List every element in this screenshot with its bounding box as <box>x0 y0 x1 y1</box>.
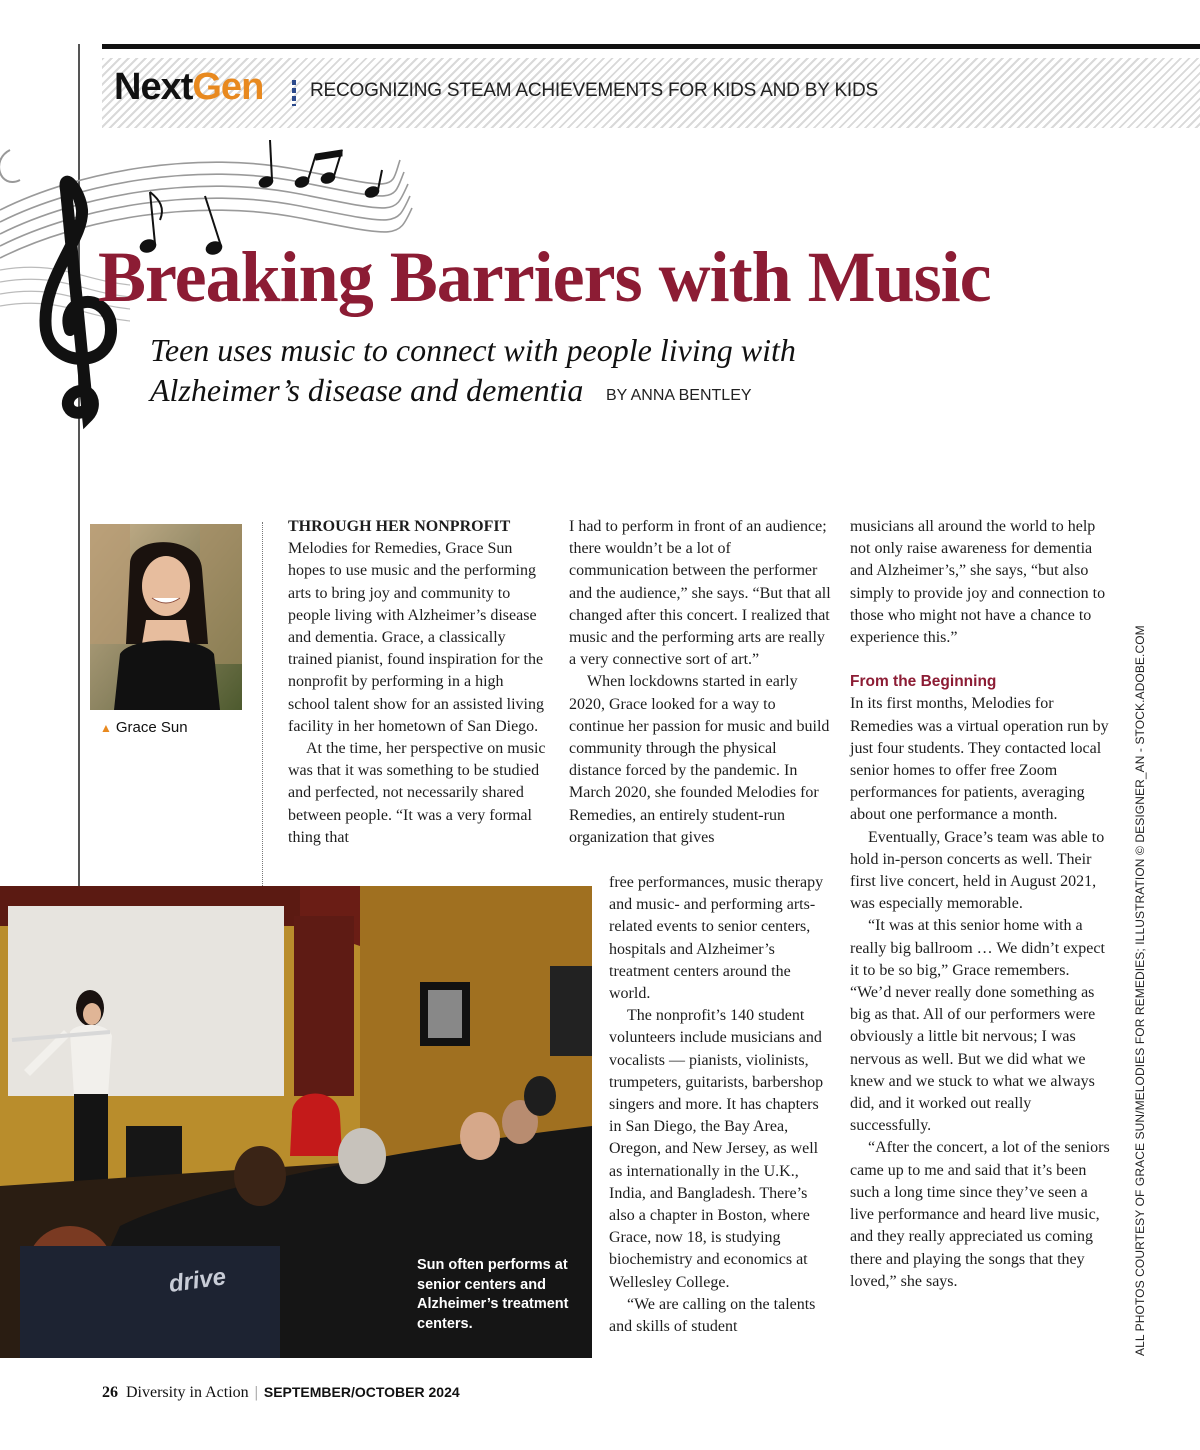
body-column-2-top <box>569 516 831 849</box>
paragraph: At the time, her perspective on music was that it was something to be studied and perfected, not necessarily shared between people. “It was a very formal thing that <box>288 740 546 846</box>
paragraph: “It was at this senior home with a really big ballroom … We didn’t expect it to be so big,” Grace remembers. “We’d never really done something as big as that. All of our performers were obviously a little bit nervous; I was nervous as well. But we did what we knew and we stuck to what we always did, and it worked out really successfully. <box>850 917 1105 1135</box>
paragraph: “After the concert, a lot of the seniors came up to me and said that it’s been such a long time since they’ve seen a live performance and heard live music, and they really appreciated us coming there and playing the songs that they loved,” she says. <box>850 1139 1110 1290</box>
portrait-caption <box>100 719 188 736</box>
paragraph: musicians all around the world to help not only raise awareness for dementia and Alzheimer’s,” she says, “but also simply to provide joy and connection to those who might not have a chance to experience this.” <box>850 518 1106 647</box>
body-column-1 <box>288 516 546 849</box>
paragraph: free performances, music therapy and music- and performing arts-related events to senior centers, hospitals and Alzheimer’s treatment centers around the world. <box>609 874 824 1003</box>
photo-credit: ALL PHOTOS COURTESY OF GRACE SUN/MELODIES FOR REMEDIES; ILLUSTRATION © DESIGNER_AN - STOCK.ADOBE.COM <box>1133 625 1147 1356</box>
paragraph: The nonprofit’s 140 student volunteers include musicians and vocalists — pianists, violinists, trumpeters, guitarists, barbershop singers and more. It has chapters in San Diego, the Bay Area, Oregon, and New Jersey, as well as internationally in the U.K., India, and Bangladesh. There’s also a chapter in Boston, where Grace, now 18, is studying biochemistry and economics at Wellesley College. <box>609 1007 824 1291</box>
paragraph: Eventually, Grace’s team was able to hold in-person concerts as well. Their first live concert, held in August 2021, was especially memorable. <box>850 828 1105 913</box>
paragraph <box>288 516 546 738</box>
paragraph-text: Melodies for Remedies, Grace Sun hopes to use music and the performing arts to bring joy and community to people living with Alzheimer’s disease and dementia. Grace, a classically trained pianist, found inspiration for the nonprofit by performing in a high school talent show for an assisted living facility in her hometown of San Diego. <box>288 540 544 735</box>
article-deck-line-1: Teen uses music to connect with people living with <box>150 332 796 368</box>
brand-separator <box>292 80 296 106</box>
issue-date: SEPTEMBER/OCTOBER 2024 <box>263 1384 460 1400</box>
column-divider <box>262 522 263 888</box>
brand-gen: Gen <box>192 66 264 108</box>
photo-caption: Sun often performs at senior centers and Alzheimer’s treatment centers. <box>417 1257 569 1332</box>
section-subhead: From the Beginning <box>850 673 997 691</box>
portrait-photo <box>90 524 242 710</box>
article-title: Breaking Barriers with Music <box>98 237 991 317</box>
wheelchair-label: drive <box>167 1263 228 1298</box>
page-footer <box>102 1384 460 1402</box>
publication-name: Diversity in Action <box>126 1384 249 1401</box>
body-column-2-bottom <box>609 872 831 1338</box>
byline: BY ANNA BENTLEY <box>606 387 752 404</box>
article-deck-line-2: Alzheimer’s disease and dementia <box>150 372 584 408</box>
portrait-caption-text: Grace Sun <box>115 719 188 736</box>
paragraph: When lockdowns started in early 2020, Grace looked for a way to continue her passion for music and build community through the physical distance forced by the pandemic. In March 2020, she founded Melodies for Remedies, an entirely student-run organization that gives <box>569 673 830 846</box>
lead-in: THROUGH HER NONPROFIT <box>288 518 511 535</box>
paragraph: I had to perform in front of an audience; there wouldn’t be a lot of communication between the performer and the audience,” she says. “But that all changed after this concert. I realized that music and the performing arts are really a very connective sort of art.” <box>569 518 831 669</box>
footer-separator: | <box>254 1384 258 1401</box>
paragraph: In its first months, Melodies for Remedies was a virtual operation run by just four students. They contacted local senior homes to offer free Zoom performances for patients, averaging about one performance a month. <box>850 695 1109 824</box>
brand-logo <box>114 66 263 109</box>
header-tagline: RECOGNIZING STEAM ACHIEVEMENTS FOR KIDS AND BY KIDS <box>310 80 878 101</box>
top-rule <box>102 44 1200 49</box>
body-column-3 <box>850 516 1112 1293</box>
triangle-marker-icon: ▲ <box>100 721 112 735</box>
page-number: 26 <box>102 1384 118 1401</box>
paragraph: “We are calling on the talents and skills of student <box>609 1295 816 1336</box>
brand-next: Next <box>114 66 193 108</box>
